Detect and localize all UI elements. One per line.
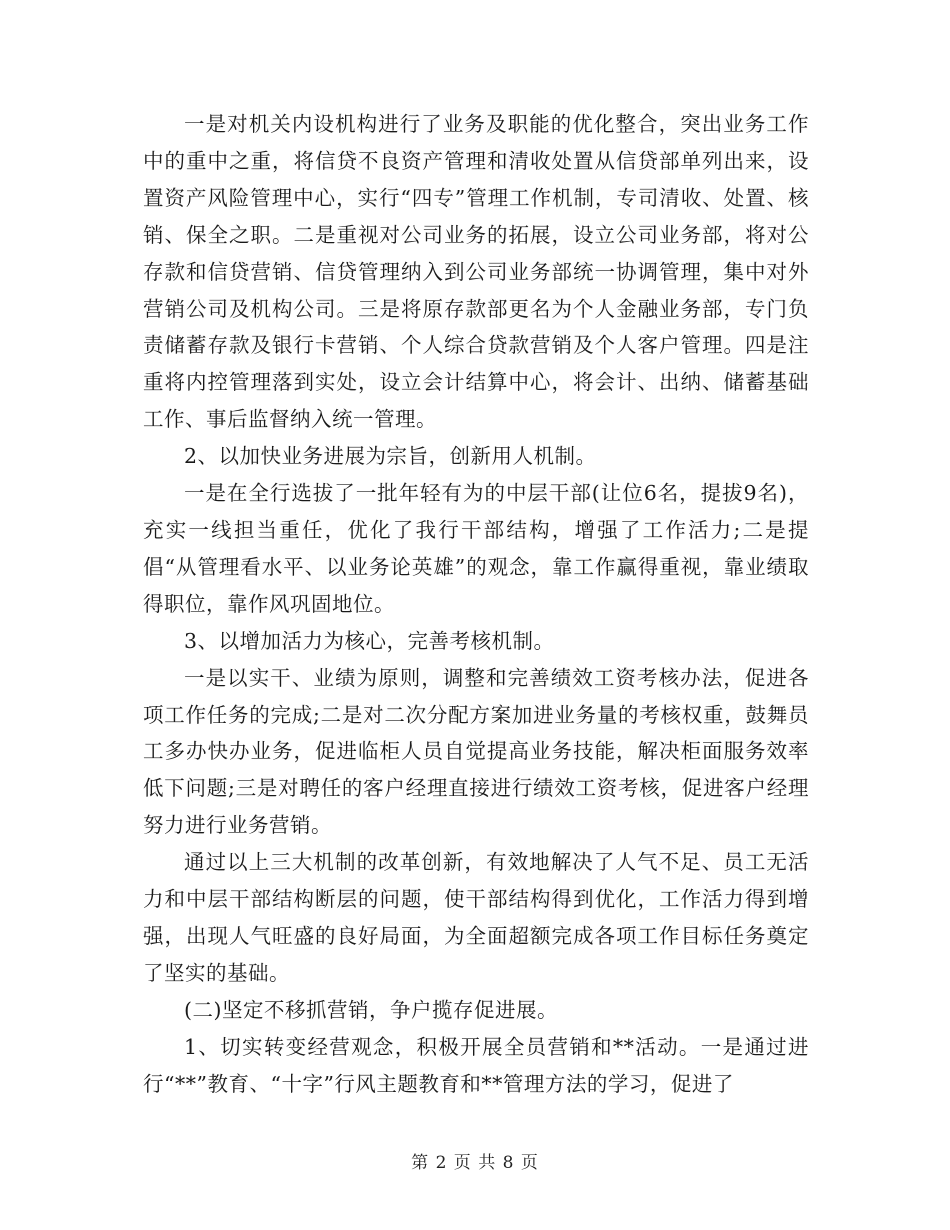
heading-assessment-mechanism: 3、以增加活力为核心，完善考核机制。 <box>184 628 555 653</box>
paragraph-org-restructure: 一是对机关内设机构进行了业务及职能的优化整合，突出业务工作中的重中之重，将信贷不良资产管理和清收处置从信贷部单列出来，设置资产风险管理中心，实行“四专”管理工作机制，专司清收、处置、核销、保全之职。二是重视对公司业务的拓展，设立公司业务部，将对公存款和信贷营销、信贷管理纳入到公司业务部统一协调管理，集中对外营销公司及机构公司。三是将原存款部更名为个人金融业务部，专门负责储蓄存款及银行卡营销、个人综合贷款营销及个人客户管理。四是注重将内控管理落到实处，设立会计结算中心，将会计、出纳、储蓄基础工作、事后监督纳入统一管理。 <box>143 112 809 432</box>
page-number-footer: 第 2 页 共 8 页 <box>411 1153 539 1173</box>
paragraph-reform-summary: 通过以上三大机制的改革创新，有效地解决了人气不足、员工无活力和中层干部结构断层的问题，使干部结构得到优化，工作活力得到增强，出现人气旺盛的良好局面，为全面超额完成各项工作目标任务奠定了坚实的基础。 <box>143 850 809 985</box>
document-body <box>143 106 809 1102</box>
paragraph-cadre-selection: 一是在全行选拔了一批年轻有为的中层干部(让位6名，提拔9名)，充实一线担当重任，优化了我行干部结构，增强了工作活力;二是提倡“从管理看水平、以业务论英雄”的观念，靠工作赢得重视，靠业绩取得职位，靠作风巩固地位。 <box>143 481 809 616</box>
paragraph-marketing-concept: 1、切实转变经营观念，积极开展全员营销和**活动。一是通过进行“**”教育、“十字”行风主题教育和**管理方法的学习，促进了 <box>143 1034 809 1096</box>
heading-marketing-section: (二)坚定不移抓营销，争户揽存促进展。 <box>184 997 558 1022</box>
heading-personnel-mechanism: 2、以加快业务进展为宗旨，创新用人机制。 <box>184 444 597 469</box>
paragraph-performance-assessment: 一是以实干、业绩为原则，调整和完善绩效工资考核办法，促进各项工作任务的完成;二是对二次分配方案加进业务量的考核权重，鼓舞员工多办快办业务，促进临柜人员自觉提高业务技能，解决柜面服务效率低下问题;三是对聘任的客户经理直接进行绩效工资考核，促进客户经理努力进行业务营销。 <box>143 665 809 838</box>
